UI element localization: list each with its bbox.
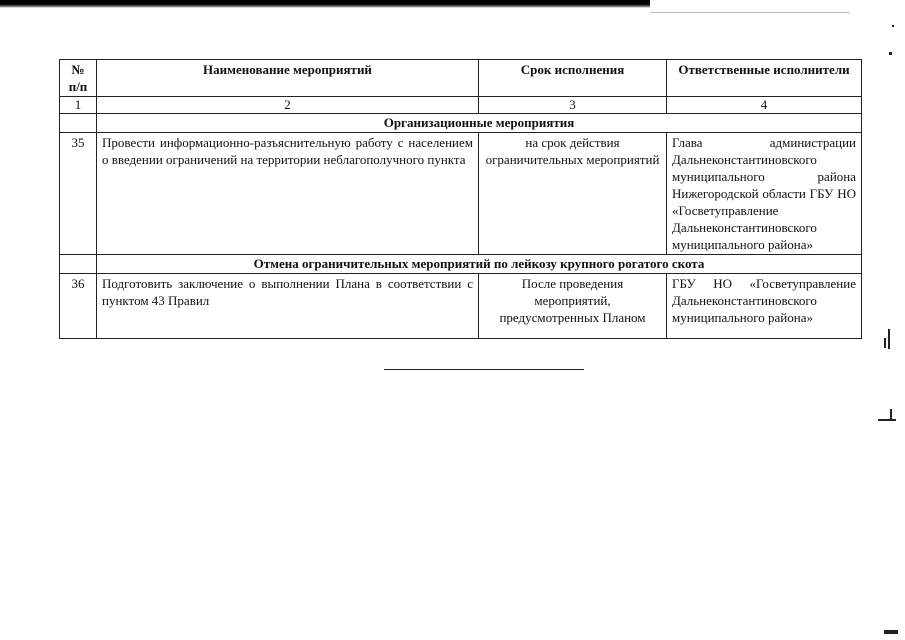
measure-responsible: Глава администрации Дальнеконстантиновского муниципального района Нижегородской области ГБУ НО «Госветуправление Дальнеконстантиновского муниципального района» [667,133,862,255]
section-title: Организационные мероприятия [97,114,862,133]
measure-term: После проведения мероприятий, предусмотренных Планом [479,274,667,339]
scan-mark [889,52,892,55]
scan-mark [890,409,892,419]
measure-name: Провести информационно-разъяснительную работу с населением о введении ограничений на территории неблагополучного пункта [97,133,479,255]
section-title: Отмена ограничительных мероприятий по лейкозу крупного рогатого скота [97,255,862,274]
column-number: 2 [97,97,479,114]
scan-mark [892,25,894,27]
scan-mark [884,338,886,348]
table-row [60,274,862,339]
header-name: Наименование мероприятий [97,60,479,97]
table-row [60,133,862,255]
header-term: Срок исполнения [479,60,667,97]
measure-term: на срок действия ограничительных мероприятий [479,133,667,255]
header-row [60,60,862,97]
section-row [60,114,862,133]
section-row [60,255,862,274]
scan-mark [888,329,890,349]
header-responsible: Ответственные исполнители [667,60,862,97]
measures-table [59,59,862,339]
end-rule [384,369,584,370]
scan-mark [878,419,896,421]
measure-responsible: ГБУ НО «Госветуправление Дальнеконстантиновского муниципального района» [667,274,862,339]
row-number: 35 [60,133,97,255]
header-num: № п/п [60,60,97,97]
column-number: 3 [479,97,667,114]
row-number: 36 [60,274,97,339]
measure-name: Подготовить заключение о выполнении Плана в соответствии с пунктом 43 Правил [97,274,479,339]
column-number-row [60,97,862,114]
column-number: 4 [667,97,862,114]
scan-top-edge [0,0,905,18]
scan-mark [884,630,898,634]
column-number: 1 [60,97,97,114]
